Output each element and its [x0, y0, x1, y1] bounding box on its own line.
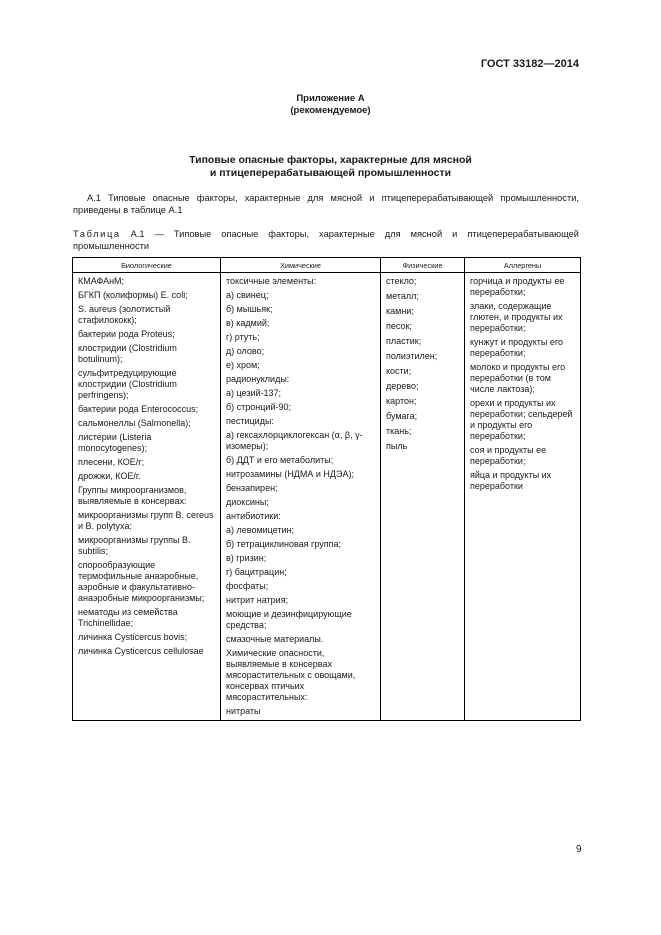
- chemical-item: нитрозамины (НДМА и НДЭА);: [226, 469, 354, 479]
- page-number: 9: [576, 844, 582, 855]
- physical-item: песок;: [386, 321, 412, 331]
- physical-item: пластик;: [386, 336, 422, 346]
- hazards-table: [72, 257, 581, 721]
- chemical-item: а) гексахлорциклогексан (α, β, γ-изомеры);: [226, 430, 363, 451]
- biological-list: [73, 276, 220, 657]
- header-physical: Физические: [381, 258, 465, 273]
- chemical-item: в) кадмий;: [226, 318, 270, 328]
- physical-item: ткань;: [386, 426, 412, 436]
- biological-item: микроорганизмы групп B. cereus и B. polytyxa;: [78, 510, 214, 531]
- biological-item: сальмонеллы (Salmonella);: [78, 418, 191, 428]
- physical-item: бумага;: [386, 411, 418, 421]
- chemical-item: нитраты: [226, 706, 261, 716]
- chemical-item: диоксины;: [226, 497, 269, 507]
- allergen-item: кунжут и продукты его переработки;: [470, 337, 563, 358]
- physical-item: полиэтилен;: [386, 351, 438, 361]
- chemical-item: б) ДДТ и его метаболиты;: [226, 455, 334, 465]
- physical-item: пыль: [386, 441, 408, 451]
- section-title: [0, 154, 661, 180]
- biological-item: БГКП (колиформы) E. coli;: [78, 290, 188, 300]
- biological-item: дрожжи, КОЕ/г.: [78, 471, 141, 481]
- biological-item: личинка Cysticercus cellulosae: [78, 646, 204, 656]
- header-biological: Биологические: [73, 258, 221, 273]
- chemical-item: е) хром;: [226, 360, 260, 370]
- section-title-line2: и птицеперерабатывающей промышленности: [209, 167, 452, 179]
- physical-item: кости;: [386, 366, 412, 376]
- biological-item: Группы микроорганизмов, выявляемые в консервах:: [78, 485, 187, 506]
- allergens-list: [465, 276, 580, 492]
- chemical-item: д) олово;: [226, 346, 265, 356]
- chemical-list: [221, 276, 380, 717]
- biological-item: бактерии рода Proteus;: [78, 329, 175, 339]
- physical-item: камни;: [386, 306, 414, 316]
- table-caption-label: Таблица: [73, 229, 121, 239]
- allergen-item: злаки, содержащие глютен, и продукты их переработки;: [470, 301, 563, 333]
- allergen-item: яйца и продукты их переработки: [470, 470, 552, 491]
- chemical-item: смазочные материалы.: [226, 634, 324, 644]
- chemical-item: Химические опасности, выявляемые в консервах мясорастительных с овощами, консервах птичьих мясорастительных:: [226, 648, 356, 702]
- chemical-item: моющие и дезинфицирующие средства;: [226, 609, 352, 630]
- chemical-item: а) свинец;: [226, 290, 269, 300]
- allergen-item: молоко и продукты его переработки (в том числе лактоза);: [470, 362, 566, 394]
- chemical-item: нитрит натрия;: [226, 595, 289, 605]
- allergen-item: горчица и продукты ее переработки;: [470, 276, 565, 297]
- physical-item: картон;: [386, 396, 417, 406]
- chemical-item: фосфаты;: [226, 581, 269, 591]
- section-title-line1: Типовые опасные факторы, характерные для мясной: [189, 154, 472, 166]
- chemical-item: б) стронций-90;: [226, 402, 291, 412]
- chemical-item: а) левомицетин;: [226, 525, 295, 535]
- table-caption-text: А.1 — Типовые опасные факторы, характерные для мясной и птицеперерабатывающей промышленности: [73, 229, 579, 251]
- physical-item: дерево;: [386, 381, 419, 391]
- biological-item: клостридии (Clostridium botulinum);: [78, 343, 177, 364]
- chemical-item: б) тетрациклиновая группа;: [226, 539, 341, 549]
- appendix-status: (рекомендуемое): [290, 105, 371, 116]
- chemical-item: пестициды:: [226, 416, 274, 426]
- chemical-cell: [221, 273, 381, 721]
- allergens-cell: [465, 273, 581, 721]
- document-code: ГОСТ 33182—2014: [480, 58, 579, 70]
- table-caption: [73, 228, 579, 252]
- chemical-item: б) мышьяк;: [226, 304, 273, 314]
- biological-item: S. aureus (золотистый стафилококк);: [78, 304, 171, 325]
- appendix-heading: [0, 93, 661, 117]
- biological-item: спорообразующие термофильные анаэробные, аэробные и факультативно-анаэробные микроорганизмы;: [78, 560, 205, 603]
- chemical-item: г) ртуть;: [226, 332, 260, 342]
- chemical-item: бензапирен;: [226, 483, 278, 493]
- biological-item: микроорганизмы группы B. subtilis;: [78, 535, 191, 556]
- biological-item: сульфитредуцирующие клостридии (Clostridium perfringens);: [78, 368, 177, 400]
- biological-item: КМАФАнМ;: [78, 276, 125, 286]
- chemical-item: а) цезий-137;: [226, 388, 282, 398]
- chemical-item: антибиотики:: [226, 511, 281, 521]
- physical-item: стекло;: [386, 276, 417, 286]
- biological-item: личинка Cysticercus bovis;: [78, 632, 188, 642]
- biological-item: листерии (Listeria monocytogenes);: [78, 432, 152, 453]
- biological-item: плесени, КОЕ/г;: [78, 457, 145, 467]
- allergen-item: соя и продукты ее переработки;: [470, 445, 547, 466]
- chemical-item: радионуклиды:: [226, 374, 290, 384]
- physical-item: металл;: [386, 291, 419, 301]
- header-allergens: Аллергены: [465, 258, 581, 273]
- biological-item: бактерии рода Enterococcus;: [78, 404, 199, 414]
- header-chemical: Химические: [221, 258, 381, 273]
- chemical-item: г) бацитрацин;: [226, 567, 287, 577]
- intro-paragraph: А.1 Типовые опасные факторы, характерные для мясной и птицеперерабатывающей промышленности, приведены в таблице А.1: [73, 193, 579, 215]
- table-header-row: [73, 258, 581, 273]
- chemical-item: токсичные элементы:: [226, 276, 317, 286]
- appendix-title: Приложение А: [296, 93, 365, 104]
- biological-cell: [73, 273, 221, 721]
- table-row: [73, 273, 581, 721]
- allergen-item: орехи и продукты их переработки; сельдерей и продукты его переработки;: [470, 398, 573, 441]
- biological-item: нематоды из семейства Trichinellidae;: [78, 607, 178, 628]
- chemical-item: в) гризин;: [226, 553, 267, 563]
- physical-list: [381, 276, 464, 452]
- physical-cell: [381, 273, 465, 721]
